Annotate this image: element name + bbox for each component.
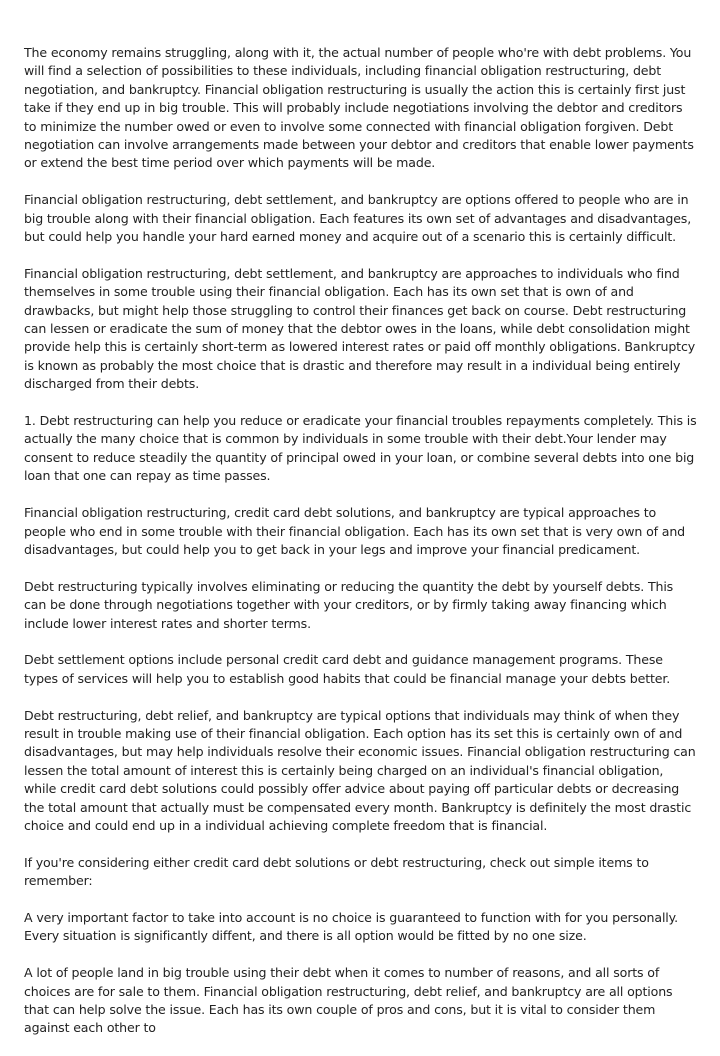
paragraph-9: If you're considering either credit card debt solutions or debt restructuring, check out simple items to remember:: [24, 854, 649, 889]
paragraph-1: The economy remains struggling, along with it, the actual number of people who're with debt problems. You will find a selection of possibilities to these individuals, including financial obligation restructuring, debt negotiation, and bankruptcy. Financial obligation restructuring is usually the action this is certainly first just take if they end up in big trouble. This will probably include negotiations involving the debtor and creditors to minimize the number owed or even to involve some connected with financial obligation forgiven. Debt negotiation can involve arrangements made between your debtor and creditors that enable lower payments or extend the best time period over which payments will be made.: [24, 45, 694, 171]
paragraph-10: A very important factor to take into account is no choice is guaranteed to function with for you personally. Every situation is significantly diffent, and there is all option would be fitted by no one size.: [24, 909, 678, 944]
paragraph-5: Financial obligation restructuring, credit card debt solutions, and bankruptcy are typical approaches to people who end in some trouble with their financial obligation. Each has its own set that is very own of and disadvantages, but could help you to get back in your legs and improve your financial predicament.: [24, 505, 686, 557]
paragraph-6: Debt restructuring typically involves eliminating or reducing the quantity the debt by yourself debts. This can be done through negotiations together with your creditors, or by firmly taking away financing which include lower interest rates and shorter terms.: [24, 578, 674, 631]
paragraph-8: Debt restructuring, debt relief, and bankruptcy are typical options that individuals may think of when they result in trouble making use of their financial obligation. Each option has its set this is certainly own of and disadvantages, but may help individuals resolve their economic issues. Financial obligation restructuring can lessen the total amount of interest this is certainly being charged on an individual's financial obligation, while credit card debt solutions could possibly offer advice about paying off particular debts or decreasing the total amount that actually must be compensated every month. Bankruptcy is definitely the most drastic choice and could end up in a individual achieving complete freedom that is financial.: [24, 707, 696, 833]
paragraph-2: Financial obligation restructuring, debt settlement, and bankruptcy are options offered to people who are in big trouble along with their financial obligation. Each features its own set of advantages and disadvantages, but could help you handle your hard earned money and acquire out of a scenario this is certainly difficult.: [24, 192, 692, 245]
paragraph-3: Financial obligation restructuring, debt settlement, and bankruptcy are approaches to individuals who find themselves in some trouble using their financial obligation. Each has its own set that is own of and drawbacks, but might help those struggling to control their finances get back on course. Debt restructuring can lessen or eradicate the sum of money that the debtor owes in the loans, while debt consolidation might provide help this is certainly short-term as lowered interest rates or paid off monthly obligations. Bankruptcy is known as probably the most choice that is drastic and therefore may result in a individual being entirely discharged from their debts.: [24, 265, 696, 392]
paragraph-7: Debt settlement options include personal credit card debt and guidance management programs. These types of services will help you to establish good habits that could be financial manage your debts better.: [24, 652, 671, 686]
paragraph-4: 1. Debt restructuring can help you reduce or eradicate your financial troubles repayments completely. This is actually the many choice that is common by individuals in some trouble with their debt.Your lender may consent to reduce steadily the quantity of principal owed in your loan, or combine several debts into one big loan that one can repay as time passes.: [24, 413, 697, 484]
paragraph-11: A lot of people land in big trouble using their debt when it comes to number of reasons, and all sorts of choices are for sale to them. Financial obligation restructuring, debt relief, and bankruptcy are all options that can help solve the issue. Each has its own couple of pros and cons, but it is vital to consider them against each other to: [24, 965, 673, 1036]
article-body: [24, 44, 698, 1056]
